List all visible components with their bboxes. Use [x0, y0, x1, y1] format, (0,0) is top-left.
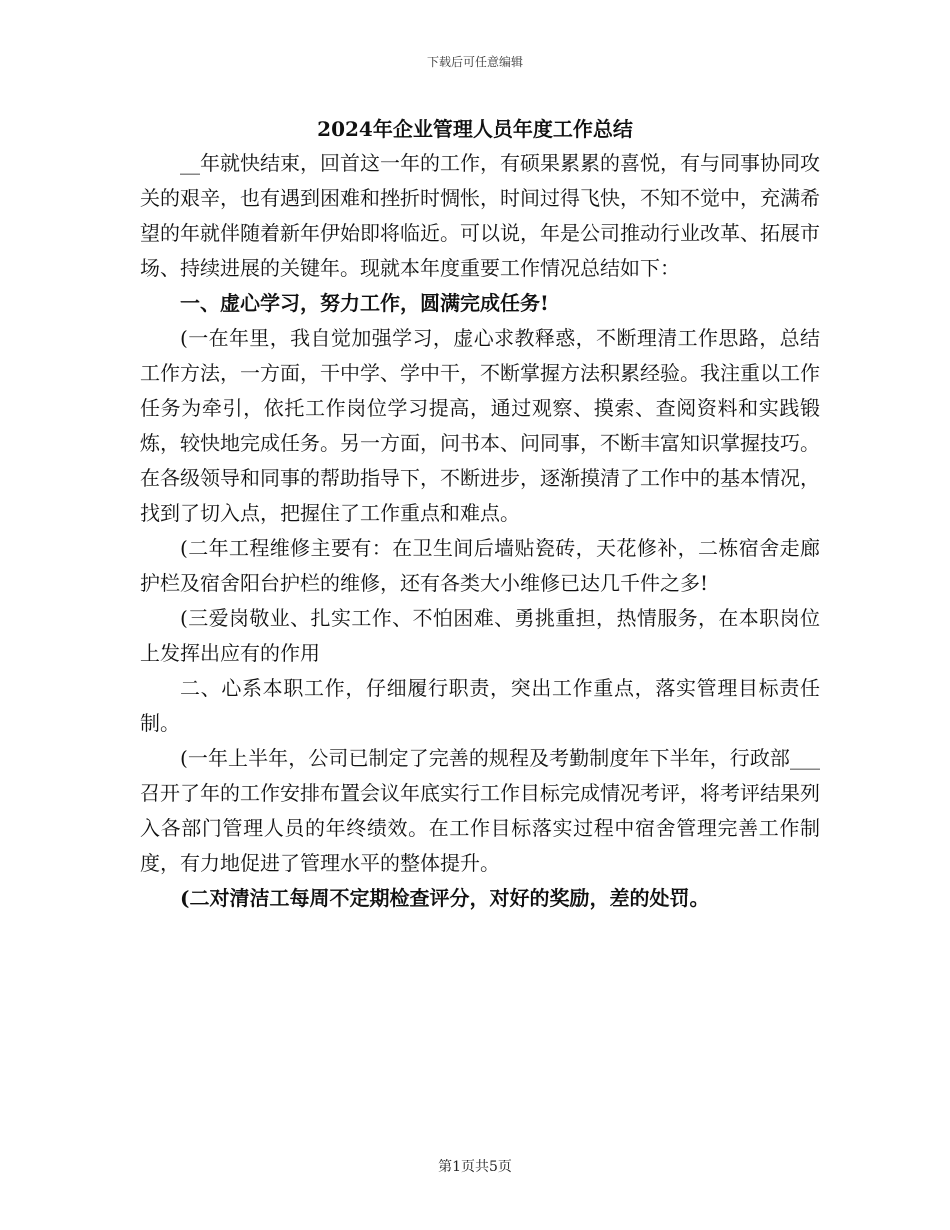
document-title: 2024年企业管理人员年度工作总结: [317, 117, 633, 141]
section-heading-1: 一、虚心学习，努力工作，圆满完成任务!: [180, 291, 549, 315]
section-2-item-2: (二对清洁工每周不定期检查评分，对好的奖励，差的处罚。: [180, 886, 710, 910]
document-body: [140, 146, 820, 916]
section-1-item-1: (一在年里，我自觉加强学习，虚心求教释惑，不断理清工作思路，总结工作方法，一方面，干中学、学中干，不断掌握方法积累经验。我注重以工作任务为牵引，依托工作岗位学习提高，通过观察、摸索、查阅资料和实践锻炼，较快地完成任务。另一方面，问书本、问同事，不断丰富知识掌握技巧。在各级领导和同事的帮助指导下，不断进步，逐渐摸清了工作中的基本情况，找到了切入点，把握住了工作重点和难点。: [140, 326, 820, 525]
section-2-item-1: (一年上半年，公司已制定了完善的规程及考勤制度年下半年，行政部___召开了年的工作安排布置会议年底实行工作目标完成情况考评，将考评结果列入各部门管理人员的年终绩效。在工作目标落实过程中宿舍管理完善工作制度，有力地促进了管理水平的整体提升。: [140, 746, 820, 875]
page-header-note: 下载后可任意编辑: [426, 55, 523, 69]
section-1-item-3: (三爱岗敬业、扎实工作、不怕困难、勇挑重担，热情服务，在本职岗位上发挥出应有的作用: [140, 606, 820, 665]
intro-paragraph: __年就快结束，回首这一年的工作，有硕果累累的喜悦，有与同事协同攻关的艰辛，也有遇到困难和挫折时惆怅，时间过得飞快，不知不觉中，充满希望的年就伴随着新年伊始即将临近。可以说，年是公司推动行业改革、拓展市场、持续进展的关键年。现就本年度重要工作情况总结如下：: [140, 151, 820, 280]
section-heading-2: 二、心系本职工作，仔细履行职责，突出工作重点，落实管理目标责任制。: [140, 676, 820, 735]
section-1-item-2: (二年工程维修主要有：在卫生间后墙贴瓷砖，天花修补，二栋宿舍走廊护栏及宿舍阳台护栏的维修，还有各类大小维修已达几千件之多!: [140, 536, 820, 595]
page-number: 第1页共5页: [438, 1159, 512, 1175]
